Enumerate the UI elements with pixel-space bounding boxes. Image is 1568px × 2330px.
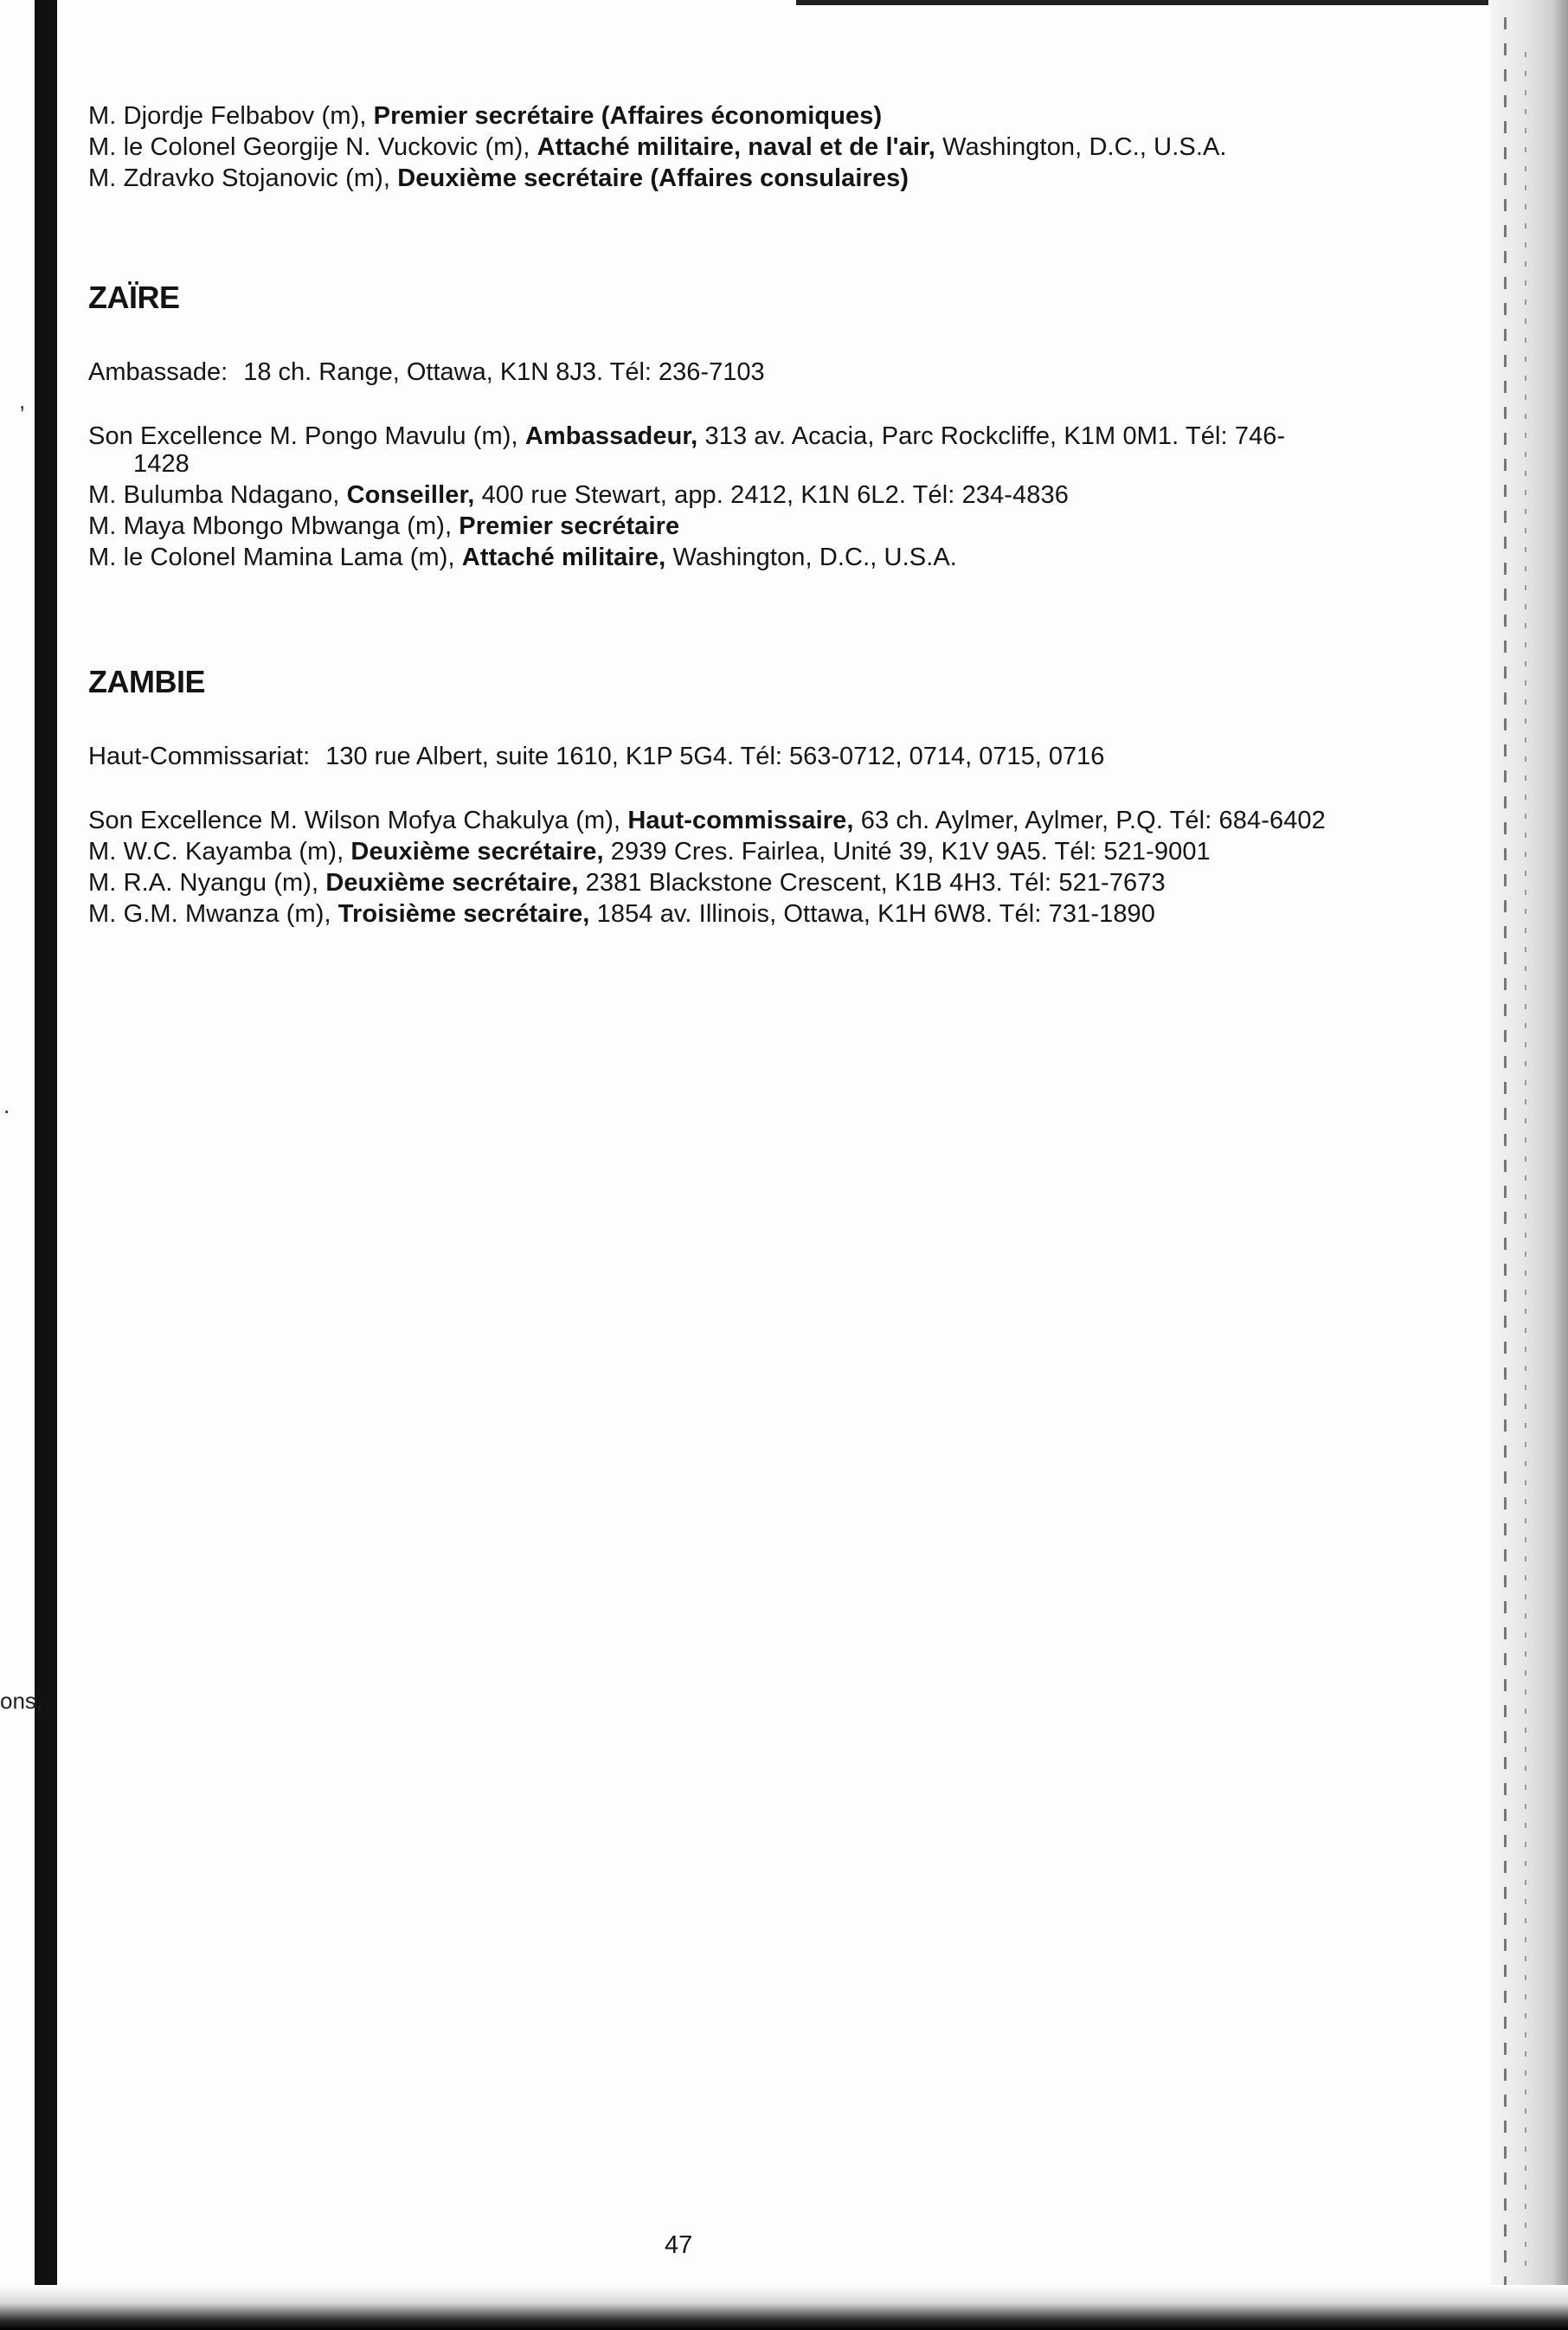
binding-shadow [35,0,57,2330]
staff-entry [88,422,1334,478]
top-scan-edge [796,0,1488,5]
mission-label: Haut-Commissariat: [88,743,311,770]
staff-title: Ambassadeur, [524,422,698,450]
directory-content [88,102,1334,931]
staff-entry [88,164,1334,192]
staff-details: 63 ch. Aylmer, Aylmer, P.Q. Tél: 684-6402 [853,807,1326,834]
staff-title: Deuxième secrétaire, [350,838,604,866]
staff-name: M. W.C. Kayamba (m), [88,838,351,866]
staff-details: 2381 Blackstone Crescent, K1B 4H3. Tél: 521-7673 [578,869,1166,897]
margin-fragment-period: . [3,1092,10,1118]
staff-title: Attaché militaire, [461,544,666,571]
staff-entry [88,900,1334,928]
margin-fragment-comma: , [19,388,26,414]
mission-address [88,358,1334,386]
staff-title: Premier secrétaire (Affaires économiques) [373,102,883,130]
staff-details: 1854 av. Illinois, Ottawa, K1H 6W8. Tél: 731-1890 [589,900,1156,928]
staff-title: Conseiller, [346,481,475,509]
staff-entry [88,838,1334,866]
staff-name: M. le Colonel Georgije N. Vuckovic (m), [88,133,537,161]
staff-name: M. R.A. Nyangu (m), [88,869,326,897]
staff-title: Troisième secrétaire, [337,900,590,928]
staff-name: M. Djordje Felbabov (m), [88,102,374,130]
staff-details: 2939 Cres. Fairlea, Unité 39, K1V 9A5. Tél: 521-9001 [603,838,1211,866]
staff-title: Premier secrétaire [459,512,680,540]
country-heading: ZAMBIE [88,664,205,699]
section [88,575,1334,931]
right-edge-artifact [1504,17,1507,2302]
staff-entry [88,544,1334,571]
staff-name: Son Excellence M. Pongo Mavulu (m), [88,422,525,450]
page-number: 47 [665,2231,693,2259]
staff-entry [88,133,1334,161]
staff-name: M. le Colonel Mamina Lama (m), [88,544,462,571]
mission-address [88,743,1334,770]
staff-title: Deuxième secrétaire (Affaires consulaires) [397,164,909,192]
staff-name: M. Bulumba Ndagano, [88,481,347,509]
mission-label: Ambassade: [88,358,228,386]
section [88,196,1334,575]
staff-entry [88,102,1334,130]
staff-entry [88,481,1334,509]
staff-name: M. Zdravko Stojanovic (m), [88,164,398,192]
staff-title: Haut-commissaire, [627,807,854,834]
right-edge-artifact [1525,52,1526,2268]
staff-name: Son Excellence M. Wilson Mofya Chakulya (m), [88,807,628,834]
right-page-edge [1490,0,1568,2330]
country-heading: ZAÏRE [88,280,180,315]
staff-details: Washington, D.C., U.S.A. [665,544,957,571]
staff-entry [88,869,1334,897]
staff-name: M. G.M. Mwanza (m), [88,900,338,928]
bottom-scan-edge [0,2285,1568,2330]
mission-text: 130 rue Albert, suite 1610, K1P 5G4. Tél: 563-0712, 0714, 0715, 0716 [325,743,1105,770]
mission-text: 18 ch. Range, Ottawa, K1N 8J3. Tél: 236-7103 [243,358,765,386]
staff-details: 400 rue Stewart, app. 2412, K1N 6L2. Tél: 234-4836 [474,481,1069,509]
staff-details: 313 av. Acacia, Parc Rockcliffe, K1M 0M1. Tél: 746-1428 [133,422,1286,478]
staff-details: Washington, D.C., U.S.A. [935,133,1227,161]
margin-fragment-ons: ons, [0,1688,43,1714]
staff-name: M. Maya Mbongo Mbwanga (m), [88,512,459,540]
staff-entry [88,807,1334,834]
staff-title: Deuxième secrétaire, [325,869,579,897]
section [88,102,1334,196]
staff-title: Attaché militaire, naval et de l'air, [537,133,935,161]
staff-entry [88,512,1334,540]
